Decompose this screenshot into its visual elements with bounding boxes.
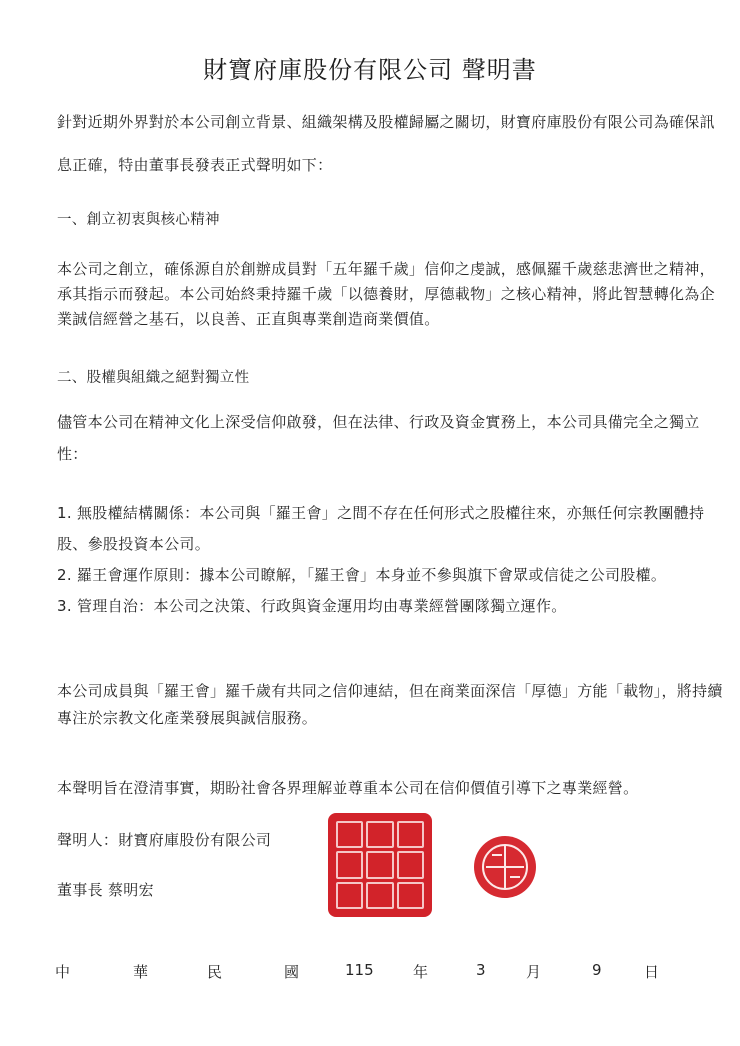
- date-char: 日: [644, 963, 660, 981]
- list-item-3: 3. 管理自治：本公司之決策、行政與資金運用均由專業經營團隊獨立運作。: [57, 597, 567, 615]
- section2-line-1: 儘管本公司在精神文化上深受信仰啟發，但在法律、行政及資金實務上，本公司具備完全之獨立: [57, 413, 700, 431]
- section2-heading: 二、股權與組織之絕對獨立性: [57, 370, 250, 386]
- list-item-1-line-2: 股、參股投資本公司。: [57, 535, 211, 553]
- date-month: 3: [476, 961, 486, 979]
- personal-seal-icon: [474, 836, 536, 898]
- date-char: 中: [55, 963, 71, 981]
- closing-line-2: 專注於宗教文化產業發展與誠信服務。: [57, 709, 318, 727]
- section2-line-2: 性：: [57, 445, 88, 463]
- list-item-2: 2. 羅王會運作原則：據本公司瞭解，「羅王會」本身並不參與旗下會眾或信徒之公司股權。: [57, 566, 667, 584]
- final-statement: 本聲明旨在澄清事實，期盼社會各界理解並尊重本公司在信仰價值引導下之專業經營。: [57, 779, 639, 797]
- section1-line-3: 業誠信經營之基石，以良善、正直與專業創造商業價值。: [57, 310, 440, 328]
- intro-line-1: 針對近期外界對於本公司創立背景、組織架構及股權歸屬之關切，財寶府庫股份有限公司為確保訊: [57, 113, 715, 131]
- list-item-1-line-1: 1. 無股權結構關係：本公司與「羅王會」之間不存在任何形式之股權往來，亦無任何宗教團體持: [57, 504, 705, 522]
- company-seal-icon: [328, 813, 432, 917]
- date-day: 9: [592, 961, 602, 979]
- section1-line-1: 本公司之創立，確係源自於創辦成員對「五年羅千歲」信仰之虔誠，感佩羅千歲慈悲濟世之精神，: [57, 260, 715, 278]
- section1-line-2: 承其指示而發起。本公司始終秉持羅千歲「以德養財，厚德載物」之核心精神，將此智慧轉化為企: [57, 285, 715, 303]
- date-char: 民: [207, 963, 223, 981]
- date-char: 華: [133, 963, 149, 981]
- section1-heading: 一、創立初衷與核心精神: [57, 212, 220, 228]
- date-year: 115: [345, 961, 374, 979]
- closing-line-1: 本公司成員與「羅王會」羅千歲有共同之信仰連結，但在商業面深信「厚德」方能「載物」，將持續: [57, 682, 723, 700]
- signatory: 聲明人：財寶府庫股份有限公司: [57, 831, 272, 849]
- date-char: 年: [413, 963, 429, 981]
- intro-line-2: 息正確，特由董事長發表正式聲明如下：: [57, 156, 333, 174]
- date-char: 國: [284, 963, 300, 981]
- date-char: 月: [526, 963, 542, 981]
- chairman: 董事長 蔡明宏: [57, 881, 154, 899]
- document-title: 財寶府庫股份有限公司 聲明書: [203, 56, 537, 84]
